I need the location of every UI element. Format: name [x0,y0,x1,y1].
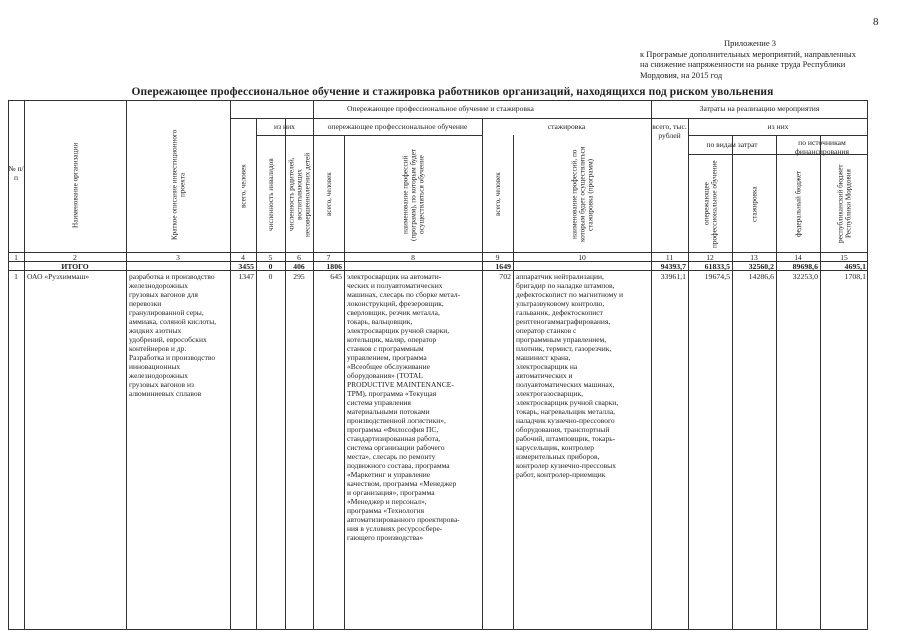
header-group-costs: Затраты на реализацию мероприятия [699,104,820,113]
row-cost-int: 14286,6 [748,272,774,281]
col-number: 15 [840,253,848,262]
header-by-type: по видам затрат [706,140,758,149]
header-republic: республиканский бюджет Республики Мордовия [836,164,853,244]
row-int-professions: аппаратчик нейтрализации, бригадир по наладке штампов, дефектоскопист по магнитному и ультразвуковому контролю, гальваник, дефектоскопист рентгеногаммаграфирования, оператор станков с программным управлением, плотник, термист, газорезчик, машинист крана, электросварщик на автоматических и полуавтоматических машинах, электрогазосварщик, электросварщик ручной сварки, токарь, нагревальщик металла, наладчик кузнечно-прессового оборудования, транспортный рабочий, штамповщик, токарь- карусельщик, контролер измерительных приборов, контролер кузнечно-прессовых работ, контролер-приемщик [516,272,623,479]
col-number: 12 [706,253,714,262]
header-federal: федеральный бюджет [794,170,803,238]
appendix-line: Мордовия, на 2015 год [640,69,723,80]
appendix-line: на снижение напряженности на рынке труда Республики [640,59,846,69]
col-number: 3 [176,253,180,262]
row-republic: 1708,1 [844,272,866,281]
header-parents: численность родителей, воспитывающих несовершеннолетних детей [287,152,312,237]
col-number: 10 [578,253,586,262]
header-costs-of-them: из них [767,122,789,131]
row-parents: 295 [293,272,305,281]
header-cost-int: стажировка [750,186,759,222]
row-disabled: 0 [268,272,273,281]
header-by-source: по источникам финансирования [795,138,849,156]
appendix-line: к Програмые дополнительных мероприятий, направленных [640,48,856,59]
header-project: Краткое описание инвестиционного проекта [170,129,187,241]
row-total: 1347 [238,272,254,281]
header-int-total: всего, человек [494,172,502,217]
total-federal: 89698,6 [792,262,818,271]
row-federal: 32253,0 [792,272,818,281]
header-cost-adv: опережающее профессиональное обучение [702,160,719,248]
total-label: ИТОГО [61,262,89,271]
total-adv: 1806 [326,262,342,271]
row-int-total: 702 [499,272,511,281]
header-no: № п/п [8,164,24,182]
header-advance-training: опережающее профессиональное обучение [327,122,468,131]
row-costs-total: 33961,1 [660,272,686,281]
header-total-people: всего, человек [239,164,248,208]
appendix-note [640,38,880,80]
total-disabled: 0 [268,262,273,271]
row-adv-professions: электросварщик на автомати- ческих и полуавтоматических машинах, слесарь по сборке метал- локонструкций, фрезеровщик, сверловщик, резчик металла, токарь, вальцовщик, электросварщик ручной сварки, котельщик, маляр, оператор станков с программным управлением, программа «Всеобщее обслуживание оборудования» (TOTAL PRODUCTIVE MAINTENANCE- TPM), программа «Текущая система управления материальными потоками производственной логистики», программа «Философия ПС, стандартизированная работа, система организации рабочего места», слесарь по ремонту подвижного состава, программа «Маркетинг и управление качеством, программа «Менеджер и организация», программа «Менеджер и персонал», программа «Технология автоматизированного проектирова- ния в условиях ресурсосбере- гающего производства» [347,272,461,542]
total-cost-adv: 61833,5 [704,262,730,271]
col-number: 2 [73,253,77,262]
col-number: 1 [14,253,18,262]
col-number: 13 [750,253,758,262]
header-internship: стажировка [547,122,586,131]
header-group-training: Опережающее профессиональное обучение и стажировка [347,104,534,113]
total-parents: 406 [293,262,305,271]
row-org: ОАО «Рузхиммаш» [27,272,90,281]
col-number: 14 [794,253,802,262]
col-number: 5 [268,253,273,262]
col-number: 11 [665,253,674,262]
total-republic: 4695,1 [844,262,866,271]
header-org: Наименование организации [71,142,80,228]
header-costs-total: всего, тыс. рублей [652,122,687,140]
header-of-them: из них [274,122,295,131]
col-number: 9 [495,253,500,262]
header-disabled: численность инвалидов [267,158,275,231]
total-costs: 94393,7 [660,262,686,271]
col-number: 7 [326,253,331,262]
total-cost-int: 32560,2 [748,262,774,271]
header-adv-total: всего, человек [325,172,333,217]
col-number: 8 [411,253,415,262]
col-number: 6 [297,253,301,262]
row-number: 1 [14,272,18,281]
header-adv-professions: наименование профессий (программ), по которым будет осуществляться обучение [401,148,426,241]
data-table [8,100,868,630]
row-project: разработка и производство железнодорожных грузовых вагонов для перевозки гранулированной серы, аммиака, соляной кислоты, жидких азотных удобрений, еврособских контейнеров и др. Разработка и производство инновационных железнодорожных грузовых вагонов из алюминиевых сплавов [129,272,217,398]
total-int: 1649 [495,262,511,271]
appendix-heading: Приложение 3 [724,38,776,48]
col-number: 4 [241,253,245,262]
page-number: 8 [873,16,879,28]
document-title: Опережающее профессиональное обучение и стажировка работников организаций, находящихся под риском увольнения [131,86,774,98]
row-cost-adv: 19674,5 [704,272,730,281]
total-people: 3455 [238,262,254,271]
header-int-professions: наименование профессий, по которым будет осуществляться стажировка (программ) [570,146,595,243]
row-adv-total: 645 [330,272,342,281]
